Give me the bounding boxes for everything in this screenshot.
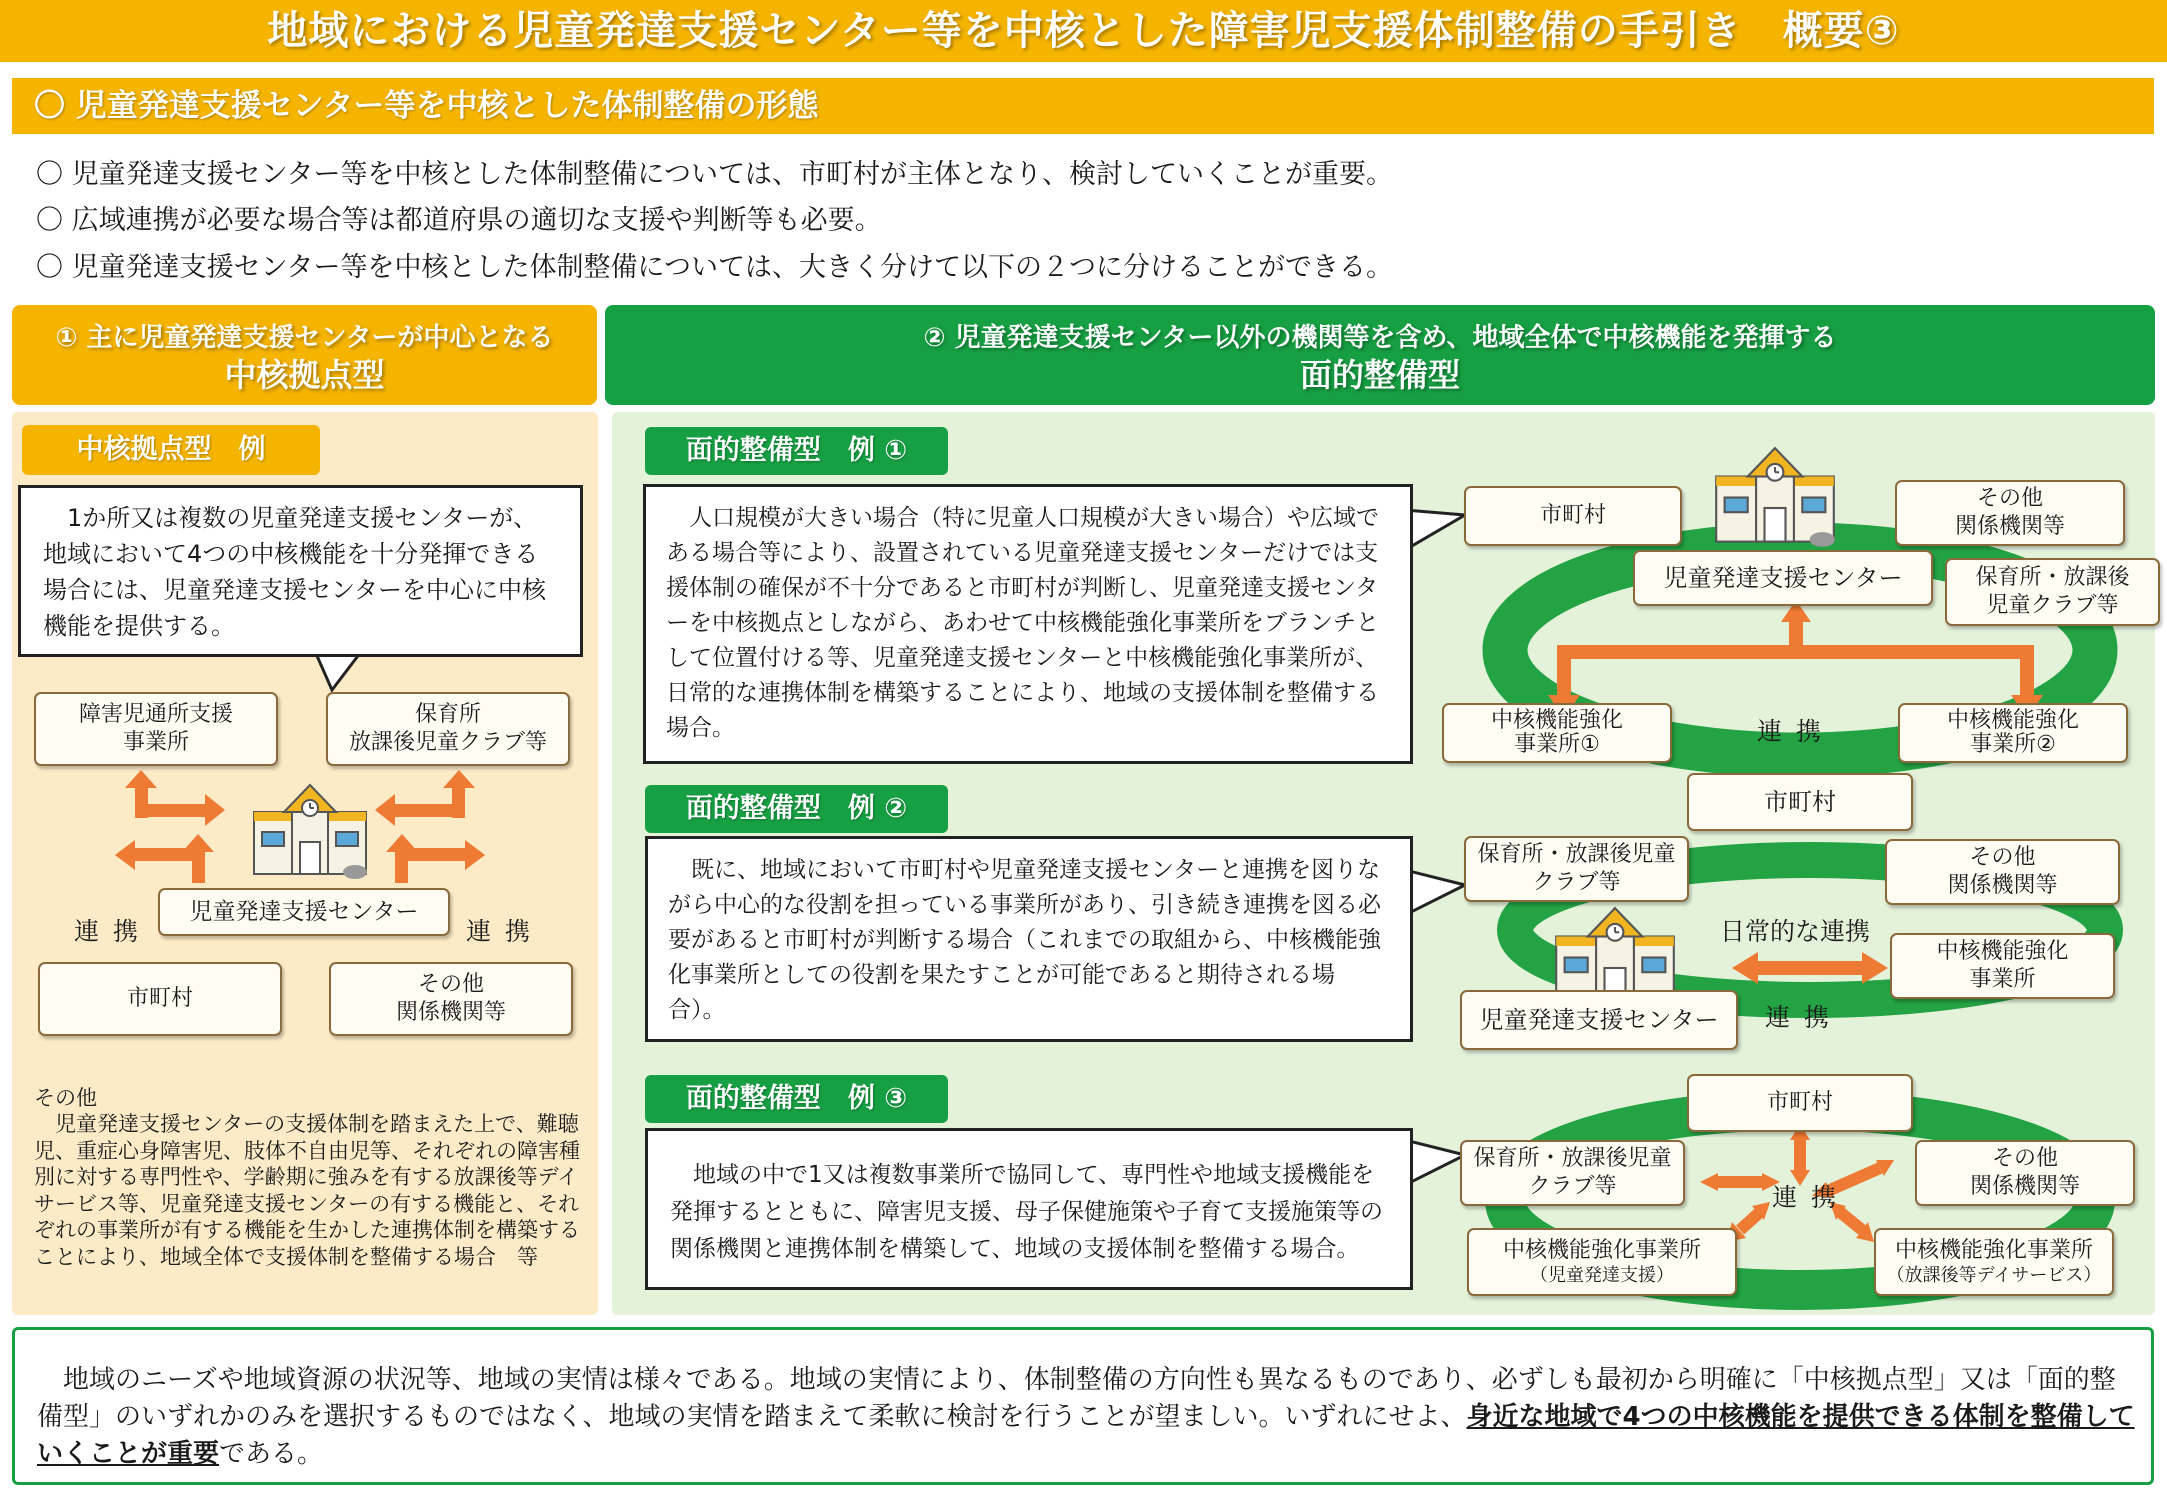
- other-text: 児童発達支援センターの支援体制を踏まえた上で、難聴児、重症心身障害児、肢体不自由児等、それぞれの障害種別に対する専門性や、学齢期に強みを有する放課後等デイサービス等、児童発達支援センターの有する機能と、それぞれの事業所が有する機能を生かした連携体制を構築することにより、地域全体で支援体制を整備する場合 等: [34, 1112, 580, 1269]
- ex3-description: 地域の中で1又は複数事業所で協同して、専門性や地域支援機能を発揮するとともに、障害児支援、母子保健施策や子育て支援施策等の関係機関と連携体制を構築して、地域の支援体制を整備する場合。: [645, 1128, 1413, 1290]
- page-title: 地域における児童発達支援センター等を中核とした障害児支援体制整備の手引き 概要③: [0, 0, 2167, 62]
- renkei-label-right: 連 携: [466, 917, 533, 946]
- ex3-node-nursery: 保育所・放課後児童 クラブ等: [1460, 1140, 1685, 1206]
- ex3-node-others: その他 関係機関等: [1915, 1140, 2135, 1206]
- ex1-node-branch1: 中核機能強化 事業所①: [1442, 703, 1672, 763]
- conclusion-box: [12, 1327, 2154, 1485]
- ex2-node-nursery: 保育所・放課後児童 クラブ等: [1464, 836, 1689, 902]
- type1-title: 中核拠点型: [224, 356, 385, 394]
- ex1-node-center: 児童発達支援センター: [1633, 550, 1933, 606]
- node-center-type1: 児童発達支援センター: [158, 888, 450, 936]
- ex1-node-city: 市町村: [1464, 486, 1682, 546]
- ex3-tag: 面的整備型 例 ③: [645, 1075, 948, 1123]
- type1-example-tag: 中核拠点型 例: [22, 425, 320, 475]
- ex3-branch1-main: 中核機能強化事業所: [1502, 1238, 1701, 1263]
- conclusion-tail: である。: [219, 1439, 324, 1469]
- type1-header: [12, 305, 597, 405]
- node-city-type1: 市町村: [38, 962, 282, 1036]
- ex3-branch2-main: 中核機能強化事業所: [1894, 1238, 2093, 1263]
- ex3-branch2-sub: （放課後等デイサービス）: [1886, 1265, 2102, 1286]
- ex2-renkei: 連 携: [1765, 1003, 1832, 1032]
- ex1-school-icon: [1700, 445, 1850, 550]
- type1-subtitle: ① 主に児童発達支援センターが中心となる: [55, 323, 554, 353]
- node-others-type1: その他 関係機関等: [329, 962, 573, 1036]
- ex3-branch1-sub: （児童発達支援）: [1530, 1265, 1674, 1286]
- ex2-description: 既に、地域において市町村や児童発達支援センターと連携を図りながら中心的な役割を担っている事業所があり、引き続き連携を図る必要があると市町村が判断する場合（これまでの取組から、中核機能強化事業所としての役割を果たすことが可能であると期待される場合）。: [645, 836, 1413, 1042]
- intro-line-2: 〇 広域連携が必要な場合等は都道府県の適切な支援や判断等も必要。: [36, 205, 882, 236]
- renkei-label-left: 連 携: [74, 917, 141, 946]
- ex1-node-nursery: 保育所・放課後 児童クラブ等: [1945, 558, 2160, 626]
- ex1-node-others: その他 関係機関等: [1895, 480, 2125, 546]
- ex3-node-branch-houday: [1874, 1228, 2114, 1296]
- ex2-node-branch: 中核機能強化 事業所: [1890, 933, 2115, 999]
- ex3-node-city: 市町村: [1687, 1074, 1913, 1132]
- ex3-node-branch-jihatsu: [1467, 1228, 1737, 1296]
- school-icon: [240, 782, 380, 882]
- ex3-renkei: 連 携: [1772, 1183, 1839, 1212]
- type2-subtitle: ② 児童発達支援センター以外の機関等を含め、地域全体で中核機能を発揮する: [923, 323, 1837, 353]
- ex2-tag: 面的整備型 例 ②: [645, 785, 948, 833]
- type1-description: 1か所又は複数の児童発達支援センターが、地域において4つの中核機能を十分発揮できる場合には、児童発達支援センターを中心に中核機能を提供する。: [18, 485, 583, 657]
- conclusion-text: 地域のニーズや地域資源の状況等、地域の実情は様々である。地域の実情により、体制整備の方向性も異なるものであり、必ずしも最初から明確に「中核拠点型」又は「面的整備型」のいずれかのみを選択するものではなく、地域の実情を踏まえて柔軟に検討を行うことが望ましい。いずれにせよ、: [37, 1365, 2116, 1432]
- type2-title: 面的整備型: [1299, 356, 1460, 394]
- node-shogaiji-jigyosho: 障害児通所支援 事業所: [34, 692, 278, 766]
- ex1-renkei: 連 携: [1757, 717, 1824, 746]
- ex1-tag: 面的整備型 例 ①: [645, 427, 948, 475]
- intro-line-1: 〇 児童発達支援センター等を中核とした体制整備については、市町村が主体となり、検討していくことが重要。: [36, 159, 1393, 190]
- ex1-description: 人口規模が大きい場合（特に児童人口規模が大きい場合）や広域である場合等により、設置されている児童発達支援センターだけでは支援体制の確保が不十分であると市町村が判断し、児童発達支援センターを中核拠点としながら、あわせて中核機能強化事業所をブランチとして位置付ける等、児童発達支援センターと中核機能強化事業所が、日常的な連携体制を構築することにより、地域の支援体制を整備する場合。: [643, 484, 1413, 764]
- ex1-node-branch2: 中核機能強化 事業所②: [1898, 703, 2128, 763]
- intro-line-3: 〇 児童発達支援センター等を中核とした体制整備については、大きく分けて以下の２つに分けることができる。: [36, 252, 1393, 283]
- type1-other-note: [34, 1085, 589, 1270]
- type2-header: [605, 305, 2155, 405]
- conclusion-emphasis: 身近な地域で4つの中核機能を提供できる体制を整備していくことが重要: [37, 1402, 2135, 1469]
- ex2-node-city: 市町村: [1687, 773, 1913, 831]
- ex2-node-center: 児童発達支援センター: [1460, 990, 1738, 1050]
- section-heading: 〇 児童発達支援センター等を中核とした体制整備の形態: [12, 78, 2154, 134]
- ex2-daily-label: 日常的な連携: [1720, 917, 1871, 946]
- ex2-node-others: その他 関係機関等: [1885, 839, 2120, 905]
- node-hoikusho: 保育所 放課後児童クラブ等: [326, 692, 570, 766]
- other-heading: その他: [34, 1086, 97, 1110]
